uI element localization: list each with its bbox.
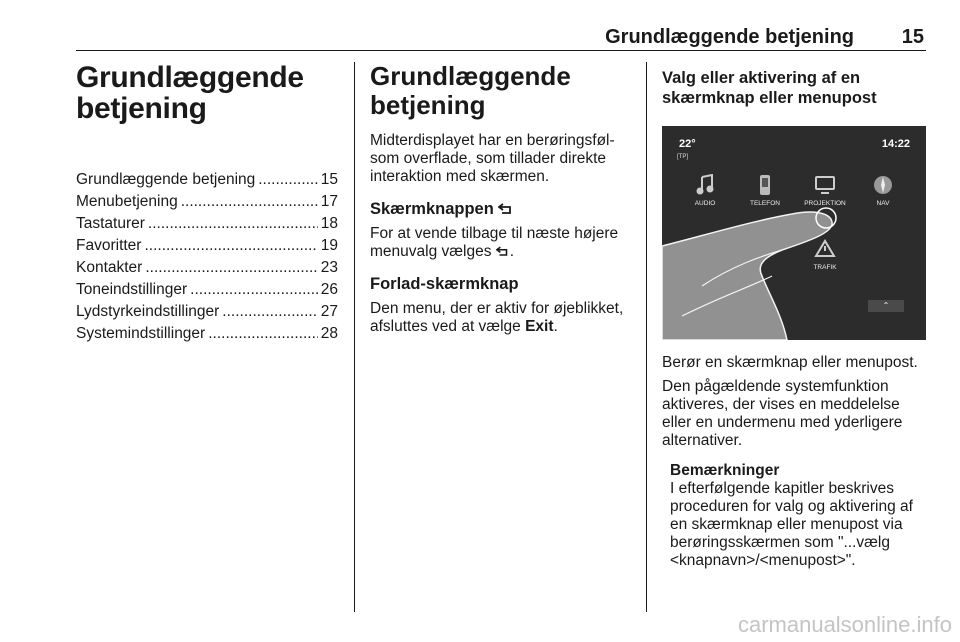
toc-entry[interactable] <box>76 301 338 323</box>
text-line: en skærmknap eller menupost via <box>670 516 903 533</box>
running-header-title: Grundlæggende betjening <box>605 26 854 48</box>
result-text <box>662 378 926 450</box>
back-arrow-icon <box>498 200 514 218</box>
text-line: Den menu, der er aktiv for øjeblikket, <box>370 300 624 317</box>
text-line: I efterfølgende kapitler beskrives <box>670 480 894 497</box>
subheading-back-button <box>370 199 632 219</box>
middle-column <box>370 62 632 336</box>
column-divider-1 <box>354 62 355 612</box>
text-line: Midterdisplayet har en berøringsføl- <box>370 132 615 149</box>
section-title: Grundlæggende betjening <box>370 61 571 120</box>
column-divider-2 <box>646 62 647 612</box>
toc-leader <box>222 301 317 323</box>
text-line: aktiveres, der vises en meddelelse <box>662 396 900 413</box>
toc-label: Kontakter <box>76 259 143 276</box>
touchscreen-illustration <box>662 126 926 340</box>
toc-label: Grundlæggende betjening <box>76 171 256 188</box>
app-label: PROJEKTION <box>804 200 846 207</box>
app-label: TRAFIK <box>813 264 837 271</box>
toc-leader <box>208 323 318 345</box>
watermark: carmanualsonline.info <box>737 612 952 637</box>
table-of-contents <box>76 169 338 345</box>
text-line: <knapnavn>/<menupost>". <box>670 552 856 569</box>
toc-entry[interactable] <box>76 213 338 235</box>
subheading-text: Skærmknappen <box>370 200 494 218</box>
chevron-up-icon: ⌃ <box>882 301 890 310</box>
subheading-exit: Forlad-skærmknap <box>370 275 519 293</box>
toc-leader <box>145 257 317 279</box>
text-line: Valg eller aktivering af en <box>662 69 861 87</box>
toc-page: 23 <box>320 259 338 276</box>
toc-leader <box>144 235 317 257</box>
toc-label: Favoritter <box>76 237 142 254</box>
app-label: NAV <box>876 200 890 207</box>
toc-label: Lydstyrkeindstillinger <box>76 303 220 320</box>
text-line: berøringsskærmen som "...vælg <box>670 534 890 551</box>
toc-page: 19 <box>320 237 338 254</box>
toc-label: Systemindstillinger <box>76 325 206 342</box>
intro-text <box>370 132 632 186</box>
toc-page: 27 <box>320 303 338 320</box>
left-column <box>76 62 338 345</box>
hand-illustration <box>662 126 926 340</box>
toc-label: Toneindstillinger <box>76 281 188 298</box>
subheading-select <box>662 68 926 108</box>
note-text <box>670 480 926 570</box>
text-line: Den pågældende systemfunktion <box>662 378 889 395</box>
instruction-text: Berør en skærmknap eller menupost. <box>662 354 918 371</box>
toc-page: 26 <box>320 281 338 298</box>
toc-page: 15 <box>320 171 338 188</box>
text-line: interaktion med skærmen. <box>370 168 550 185</box>
text-line: afsluttes ved at vælge <box>370 318 521 335</box>
note-title: Bemærkninger <box>670 462 780 479</box>
toc-label: Menubetjening <box>76 193 178 210</box>
tp-indicator: [TP] <box>677 154 689 160</box>
right-column <box>662 62 926 570</box>
app-label: AUDIO <box>694 200 716 207</box>
exit-text: Den menu, der er aktiv for øjeblikket, afsluttes ved at vælge Exit. <box>370 300 624 335</box>
text-line: proceduren for valg og aktivering af <box>670 498 913 515</box>
toc-page: 17 <box>320 193 338 210</box>
toc-leader <box>181 191 318 213</box>
text-line: eller en undermenu med yderligere <box>662 414 903 431</box>
toc-leader <box>190 279 318 301</box>
back-arrow-icon <box>496 243 510 260</box>
toc-page: 28 <box>320 325 338 342</box>
clock-readout: 14:22 <box>881 138 910 150</box>
text-line: menuvalg vælges <box>370 243 492 260</box>
toc-entry[interactable] <box>76 279 338 301</box>
toc-entry[interactable] <box>76 191 338 213</box>
exit-keyword: Exit <box>525 318 554 335</box>
app-label: TELEFON <box>750 200 780 207</box>
back-button-text: For at vende tilbage til næste højere menuvalg vælges . <box>370 225 619 260</box>
toc-entry[interactable] <box>76 257 338 279</box>
toc-label: Tastaturer <box>76 215 145 232</box>
toc-entry[interactable] <box>76 323 338 345</box>
temperature-readout: 22° <box>679 138 696 150</box>
toc-leader <box>148 213 318 235</box>
text-line: som overflade, som tillader direkte <box>370 150 607 167</box>
header-rule <box>76 50 926 51</box>
text-line: alternativer. <box>662 432 743 449</box>
text-line: skærmknap eller menupost <box>662 89 877 107</box>
toc-leader <box>258 169 318 191</box>
toc-page: 18 <box>320 215 338 232</box>
toc-entry[interactable] <box>76 235 338 257</box>
text-line: For at vende tilbage til næste højere <box>370 225 619 242</box>
toc-entry[interactable] <box>76 169 338 191</box>
note-box <box>670 462 926 570</box>
page-number: 15 <box>901 26 924 48</box>
chapter-title: Grundlæggende betjening <box>76 61 304 125</box>
